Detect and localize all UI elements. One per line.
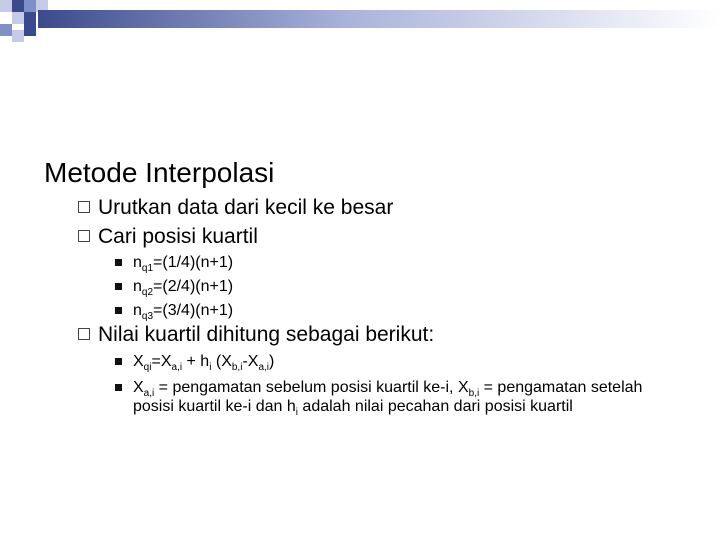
deco-square — [24, 12, 36, 24]
bullet-text: Urutkan data dari kecil ke besar — [98, 196, 394, 219]
deco-square — [12, 0, 24, 12]
square-bullet-icon — [115, 384, 122, 391]
checkbox-bullet-icon — [78, 328, 90, 340]
deco-square — [0, 24, 12, 36]
square-bullet-icon — [115, 307, 122, 314]
deco-square — [24, 0, 36, 12]
square-bullet-icon — [115, 283, 122, 290]
definition-text: $X_{a,i}$ = pengamatan sebelum posisi kuartil ke-i, $X_{b,i}$ = pengamatan setelah posisi kuartil ke-i dan $h_i$ adalah nilai pecahan dari posisi kuartil — [133, 379, 643, 418]
deco-square — [12, 30, 24, 42]
square-bullet-icon — [115, 358, 122, 365]
square-bullet-icon — [115, 259, 122, 266]
deco-square — [12, 12, 24, 24]
deco-square — [0, 0, 12, 12]
bullet-sort-data — [78, 195, 393, 221]
decorative-gradient-bar — [38, 10, 720, 28]
bullet-text: Cari posisi kuartil — [98, 225, 258, 248]
bullet-find-position — [78, 224, 258, 250]
slide-title: Metode Interpolasi — [44, 157, 275, 188]
bullet-text: Nilai kuartil dihitung sebagai berikut: — [98, 323, 435, 346]
deco-square — [24, 24, 36, 36]
bullet-compute-value — [78, 322, 434, 348]
checkbox-bullet-icon — [78, 201, 90, 213]
checkbox-bullet-icon — [78, 230, 90, 242]
